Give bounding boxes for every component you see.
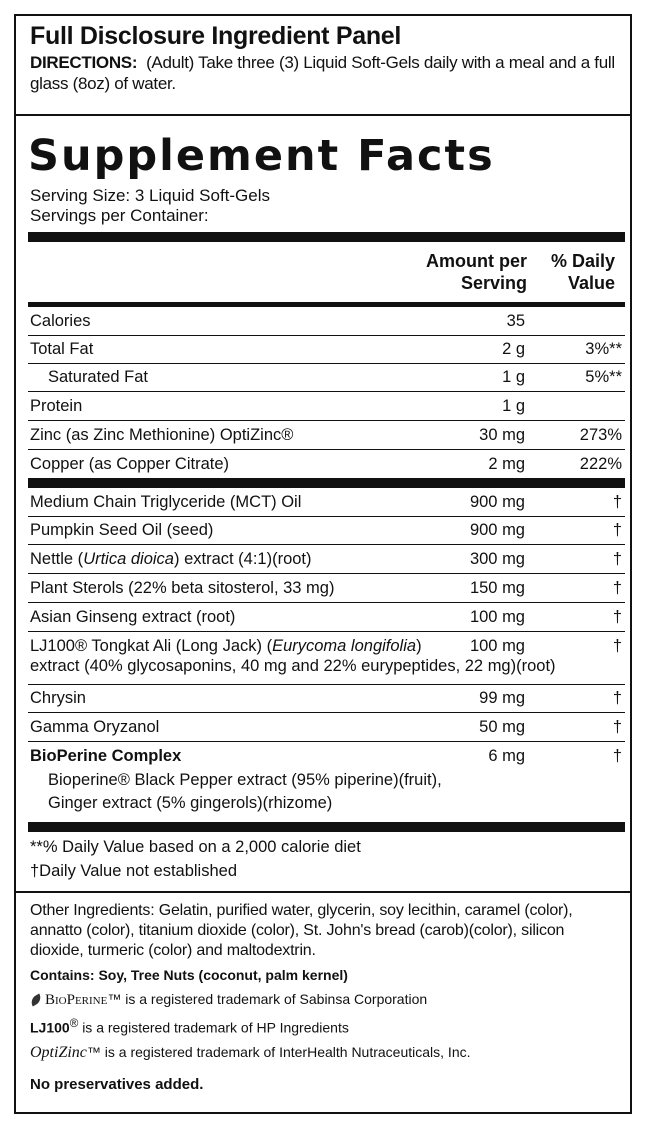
- ingredient-row: Medium Chain Triglyceride (MCT) Oil 900 mg †: [28, 489, 625, 517]
- supplement-facts: [16, 116, 630, 893]
- other-ingredients: Other Ingredients: Gelatin, purified water, glycerin, soy lecithin, caramel (color), annatto (color), titanium dioxide (color), St. John's bread (carob)(color), silicon dioxide, turmeric (color) and maltodextrin.: [30, 902, 573, 959]
- ingredient-row: Asian Ginseng extract (root) 100 mg †: [28, 604, 625, 632]
- optizinc-logo: OptiZinc: [30, 1043, 87, 1061]
- bioperine-trademark: BioPerine™ is a registered trademark of Sabinsa Corporation: [30, 987, 616, 1012]
- nutrient-row: Saturated Fat 1 g 5%**: [28, 364, 625, 392]
- serving-size: Serving Size: 3 Liquid Soft-Gels: [30, 186, 271, 205]
- footnote-daily-value: **% Daily Value based on a 2,000 calorie diet: [30, 838, 361, 856]
- directions-text: (Adult) Take three (3) Liquid Soft-Gels daily with a meal and a full glass (8oz) of water.: [30, 53, 615, 93]
- other-ingredients-section: [16, 893, 630, 1105]
- allergen-statement: Contains: Soy, Tree Nuts (coconut, palm kernel): [30, 967, 348, 983]
- column-header-daily-value: % Daily Value: [550, 251, 615, 293]
- leaf-icon: [29, 994, 43, 1007]
- ingredient-row: BioPerine Complex Bioperine® Black Pepper extract (95% piperine)(fruit), Ginger extract (5% gingerols)(rhizome) 6 mg †: [30, 747, 622, 812]
- nutrient-row: Zinc (as Zinc Methionine) OptiZinc® 30 mg 273%: [28, 422, 625, 450]
- lj100-logo: LJ100: [30, 1019, 70, 1036]
- panel-title: Full Disclosure Ingredient Panel: [30, 22, 402, 50]
- nutrient-row: Total Fat 2 g 3%**: [28, 336, 625, 364]
- nutrient-row: Copper (as Copper Citrate) 2 mg 222%: [30, 455, 622, 473]
- label-panel: [14, 14, 632, 1114]
- ingredient-row: Chrysin 99 mg †: [28, 685, 625, 713]
- no-preservatives: No preservatives added.: [30, 1075, 204, 1093]
- facts-title: Supplement Facts: [28, 131, 495, 181]
- ingredient-row: Plant Sterols (22% beta sitosterol, 33 mg) 150 mg †: [28, 575, 625, 603]
- nutrient-row: Protein 1 g: [28, 393, 625, 421]
- nutrient-row: Calories 35: [28, 308, 625, 336]
- ingredient-row: Nettle (Urtica dioica) extract (4:1)(root) 300 mg †: [28, 546, 625, 574]
- thick-divider: [28, 478, 625, 488]
- thick-divider: [28, 822, 625, 832]
- header-section: [16, 16, 630, 116]
- ingredient-row: LJ100® Tongkat Ali (Long Jack) (Eurycoma longifolia) extract (40% glycosaponins, 40 mg and 22% eurypeptides, 22 mg)(root) 100 mg †: [28, 633, 625, 685]
- footnote-not-established: †Daily Value not established: [30, 862, 237, 880]
- medium-divider: [28, 302, 625, 307]
- directions: [30, 52, 616, 94]
- bioperine-logo: BioPerine: [45, 992, 108, 1008]
- servings-per-container: Servings per Container:: [30, 206, 209, 225]
- optizinc-trademark: OptiZinc™ is a registered trademark of InterHealth Nutraceuticals, Inc.: [30, 1043, 471, 1061]
- lj100-trademark: LJ100® is a registered trademark of HP Ingredients: [30, 1017, 349, 1036]
- thick-divider: [28, 232, 625, 242]
- ingredient-row: Gamma Oryzanol 50 mg †: [28, 714, 625, 742]
- ingredient-row: Pumpkin Seed Oil (seed) 900 mg †: [28, 517, 625, 545]
- directions-label: DIRECTIONS:: [30, 53, 138, 72]
- column-header-amount: Amount per Serving: [426, 251, 527, 293]
